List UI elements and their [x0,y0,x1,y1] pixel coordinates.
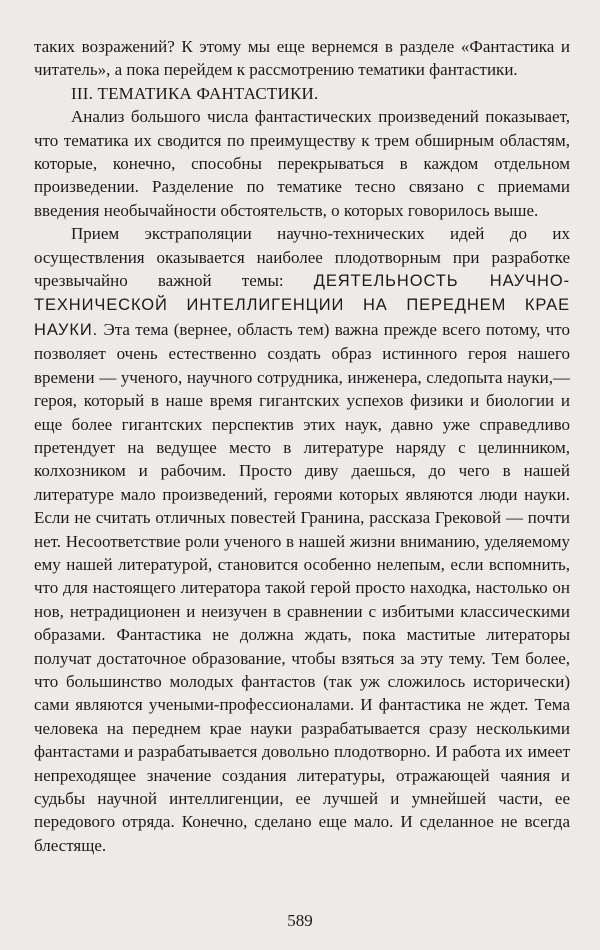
paragraph-2-intro: Прием экстраполяции научно-технических идей до их осуществления оказывается наиболее плодотворным при разработке чрезвычайно важной темы: [34,224,570,291]
continuation-paragraph: таких возражений? К этому мы еще вернемся в разделе «Фантастика и читатель», а пока перейдем к рассмотрению тематики фантастики. [34,37,570,80]
page-number: 589 [287,911,313,930]
page-text-block [34,35,570,857]
paragraph-2 [34,222,570,857]
paragraph-1: Анализ большого числа фантастических произведений показывает, что тематика их сводится по преимуществу к трем обширным областям, которые, конечно, способны перекрываться в каждом отдельном произведении. Разделение по тематике тесно связано с приемами введения необычайности обстоятельств, о которых говорилось выше. [34,107,570,220]
paragraph-2-body: Эта тема (вернее, область тем) важна прежде всего потому, что позволяет очень естественно создать образ истинного героя нашего времени — ученого, научного сотрудника, инженера, следопыта науки,— героя, который в наше время гигантских успехов физики и биологии и еще более гигантских перспектив этих наук, давно уже справедливо претендует на ведущее место в литературе наряду с целинником, колхозником и рабочим. Просто диву даешься, до чего в нашей литературе мало произведений, героями которых являются люди науки. Если не считать отличных повестей Гранина, рассказа Грековой — почти нет. Несоответствие роли ученого в нашей жизни вниманию, уделяемому ему нашей литературой, становится особенно нелепым, если вспомнить, что для настоящего литератора такой герой просто находка, настолько он нов, нетрадиционен и неизучен в сравнении с избитыми классическими образами. Фантастика не должна ждать, пока маститые литераторы получат достаточное образование, чтобы взяться за эту тему. Тем более, что большинство молодых фантастов (так уж сложилось исторически) сами являются учеными-профессионалами. И фантастика не ждет. Тема человека на переднем крае науки разрабатывается сразу несколькими фантастами и разрабатывается довольно плодотворно. И работа их имеет непреходящее значение создания литературы, отражающей чаяния и судьбы научной интеллигенции, ее лучшей и умнейшей части, ее передового отряда. Конечно, сделано еще мало. И сделанное не всегда блестяще. [34,319,570,855]
section-heading: III. ТЕМАТИКА ФАНТАСТИКИ. [71,83,319,103]
theme-highlight: ДЕЯТЕЛЬНОСТЬ НАУЧНО-ТЕХНИЧЕСКОЙ ИНТЕЛЛИГЕНЦИИ НА ПЕРЕДНЕМ КРАЕ НАУКИ. [34,272,570,339]
